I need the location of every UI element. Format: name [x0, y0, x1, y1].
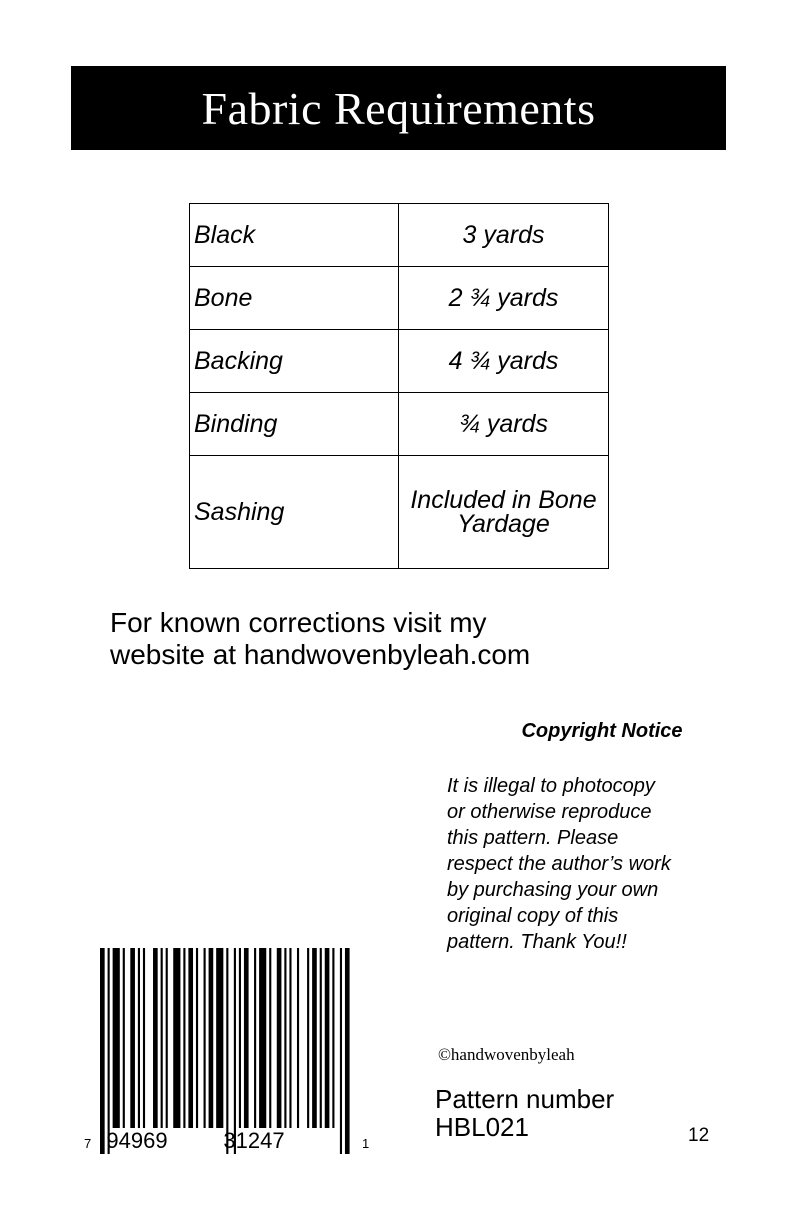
barcode-bar	[320, 948, 322, 1128]
table-row	[190, 267, 609, 330]
barcode-bar	[269, 948, 271, 1128]
barcode-bar	[332, 948, 334, 1128]
barcode-bar	[259, 948, 266, 1128]
barcode-bar	[108, 948, 110, 1154]
barcode-bar	[183, 948, 185, 1128]
barcode-bar	[100, 948, 105, 1154]
barcode-bar	[204, 948, 206, 1128]
pattern-number-label: Pattern number	[435, 1084, 615, 1114]
barcode-bar	[153, 948, 158, 1128]
copyright-handle: ©handwovenbyleah	[438, 1045, 575, 1064]
fabric-name-cell: Black	[190, 204, 399, 267]
barcode-bar	[166, 948, 168, 1128]
title-banner	[71, 66, 726, 150]
fabric-amount-cell: 2 ¾ yards	[399, 267, 609, 330]
copyright-body	[447, 773, 737, 955]
barcode-lead-digit: 7	[84, 1136, 92, 1151]
fabric-name-cell: Sashing	[190, 456, 399, 569]
barcode-bar	[173, 948, 180, 1128]
copyright-line: original copy of this	[447, 905, 619, 927]
barcode-left-digits: 94969	[106, 1128, 168, 1153]
barcode-bars	[100, 948, 350, 1154]
barcode-bar	[226, 948, 228, 1154]
copyright-line: this pattern. Please	[447, 827, 619, 849]
table-row	[190, 330, 609, 393]
corrections-note	[110, 607, 670, 671]
barcode-bar	[216, 948, 223, 1128]
barcode-bar	[307, 948, 309, 1128]
barcode-bar	[113, 948, 120, 1128]
copyright-line: by purchasing your own	[447, 879, 659, 901]
barcode-check-digit: 1	[362, 1136, 370, 1151]
copyright-line: or otherwise reproduce	[447, 801, 652, 823]
fabric-amount-cell: ¾ yards	[399, 393, 609, 456]
barcode-bar	[130, 948, 135, 1128]
fabric-name-cell: Binding	[190, 393, 399, 456]
fabric-name-cell: Bone	[190, 267, 399, 330]
barcode-bar	[312, 948, 317, 1128]
table-row	[190, 456, 609, 569]
barcode-bar	[234, 948, 236, 1154]
copyright-title: Copyright Notice	[521, 720, 683, 742]
fabric-requirements-table	[189, 203, 609, 569]
barcode-bar	[209, 948, 214, 1128]
barcode-bar	[143, 948, 145, 1128]
page-title: Fabric Requirements	[201, 82, 596, 134]
barcode-bar	[254, 948, 256, 1128]
barcode-bar	[297, 948, 299, 1128]
pattern-number-value: HBL021	[435, 1112, 529, 1142]
barcode-bar	[325, 948, 330, 1128]
fabric-amount-cell: 4 ¾ yards	[399, 330, 609, 393]
fabric-name-cell: Backing	[190, 330, 399, 393]
table-row	[190, 204, 609, 267]
page-number: 12	[688, 1125, 710, 1146]
barcode-bar	[138, 948, 140, 1128]
barcode-bar	[161, 948, 163, 1128]
barcode-right-digits: 31247	[223, 1128, 285, 1153]
barcode-bar	[244, 948, 249, 1128]
barcode-bar	[239, 948, 241, 1128]
table-row	[190, 393, 609, 456]
corrections-line: For known corrections visit my	[110, 607, 487, 638]
barcode-bar	[345, 948, 350, 1154]
barcode-bar	[196, 948, 198, 1128]
fabric-amount-cell: 3 yards	[399, 204, 609, 267]
barcode	[82, 948, 372, 1156]
copyright-line: It is illegal to photocopy	[447, 775, 655, 797]
barcode-bar	[284, 948, 286, 1128]
barcode-bar	[340, 948, 342, 1154]
barcode-bar	[289, 948, 291, 1128]
corrections-line: website at handwovenbyleah.com	[110, 639, 531, 670]
pattern-number	[435, 1085, 614, 1141]
copyright-line: pattern. Thank You!!	[447, 931, 627, 953]
barcode-bar	[188, 948, 193, 1128]
barcode-bar	[123, 948, 125, 1128]
fabric-amount-cell: Included in Bone Yardage	[399, 456, 609, 569]
barcode-bar	[277, 948, 282, 1128]
copyright-line: respect the author’s work	[447, 853, 671, 875]
